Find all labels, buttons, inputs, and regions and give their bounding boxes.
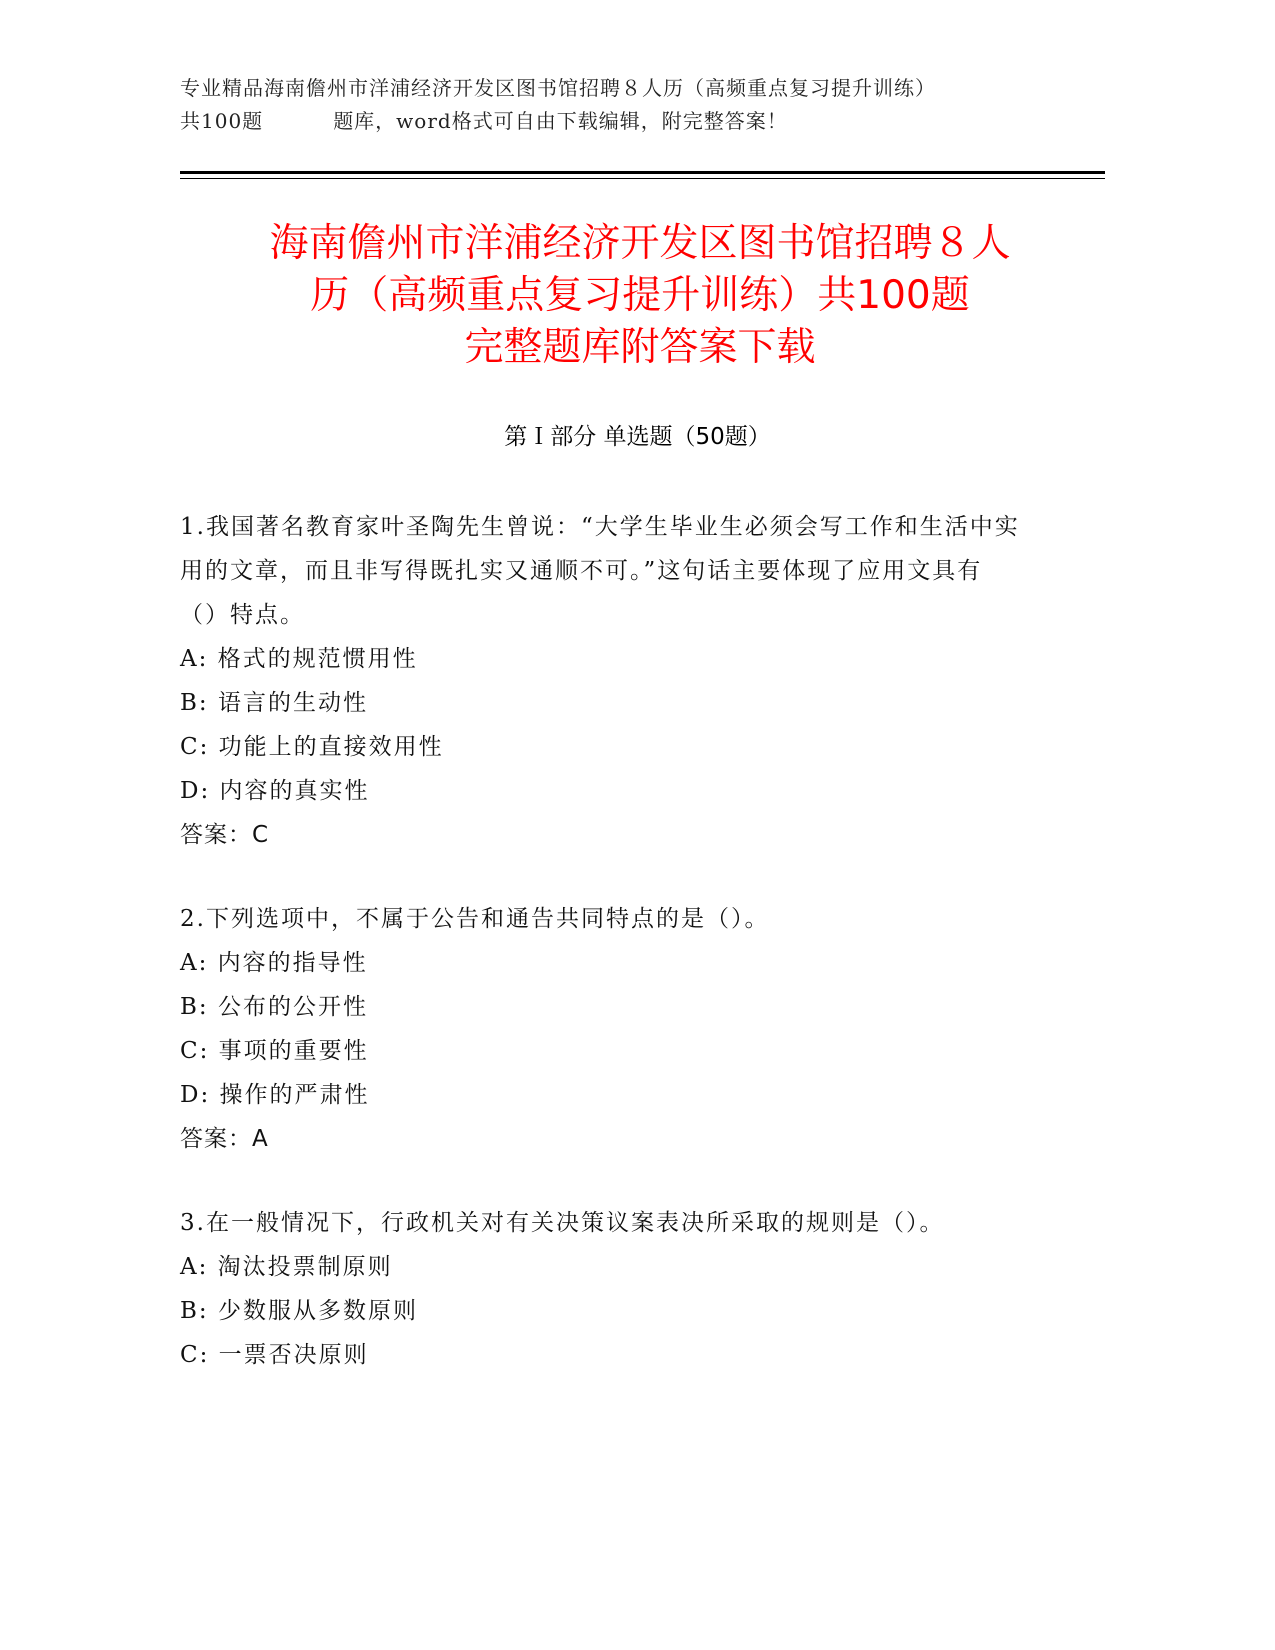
header-note-description: 题库，word格式可自由下载编辑，附完整答案！ [333, 109, 788, 133]
header-note-line1: 专业精品海南儋州市洋浦经济开发区图书馆招聘８人历（高频重点复习提升训练） [180, 76, 936, 100]
header-rule-thin [180, 178, 1105, 179]
document-title-line2: 历（高频重点复习提升训练）共100题 [310, 273, 970, 318]
option-b: B: 语言的生动性 [180, 690, 368, 716]
option-c: C: 一票否决原则 [180, 1342, 369, 1368]
option-c: C: 事项的重要性 [180, 1038, 369, 1064]
option-b: B: 公布的公开性 [180, 994, 368, 1020]
option-a: A: 格式的规范惯用性 [180, 646, 418, 672]
option-a: A: 内容的指导性 [180, 950, 368, 976]
question-list [180, 505, 1020, 1417]
document-title [160, 218, 1120, 374]
answer: 答案：A [180, 1126, 269, 1152]
header-note-count: 共100题 [180, 109, 264, 133]
option-c: C: 功能上的直接效用性 [180, 734, 444, 760]
section-heading: 第Ｉ部分 单选题（50题） [504, 424, 771, 450]
question-3 [180, 1201, 1020, 1377]
question-2 [180, 897, 1020, 1161]
header-note [180, 72, 1110, 138]
question-stem: 3.在一般情况下，行政机关对有关决策议案表决所采取的规则是（）。 [180, 1210, 945, 1236]
header-rule-thick [180, 171, 1105, 174]
question-1 [180, 505, 1020, 857]
header-note-line2 [180, 105, 1110, 138]
option-a: A: 淘汰投票制原则 [180, 1254, 393, 1280]
option-d: D: 操作的严肃性 [180, 1082, 370, 1108]
document-title-line1: 海南儋州市洋浦经济开发区图书馆招聘８人 [269, 221, 1011, 266]
option-d: D: 内容的真实性 [180, 778, 370, 804]
question-stem: 1.我国著名教育家叶圣陶先生曾说：“大学生毕业生必须会写工作和生活中实用的文章，而且非写得既扎实又通顺不可。”这句话主要体现了应用文具有（）特点。 [180, 514, 1020, 628]
question-stem: 2.下列选项中，不属于公告和通告共同特点的是（）。 [180, 906, 770, 932]
document-title-line3: 完整题库附答案下载 [464, 325, 816, 370]
option-b: B: 少数服从多数原则 [180, 1298, 418, 1324]
answer: 答案：C [180, 822, 270, 848]
